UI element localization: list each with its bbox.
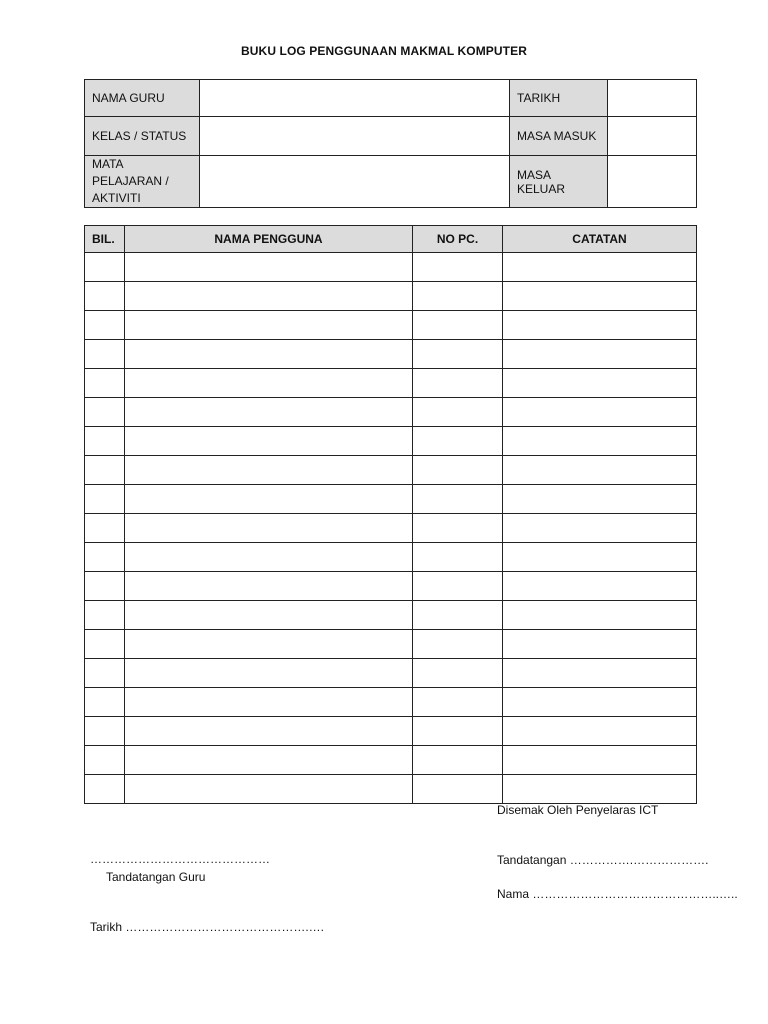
table-row bbox=[85, 572, 697, 601]
no-pc-cell[interactable] bbox=[413, 601, 503, 630]
catatan-cell[interactable] bbox=[503, 340, 697, 369]
table-row bbox=[85, 369, 697, 398]
tandatangan-field[interactable]: Tandatangan …………….………………. bbox=[497, 853, 709, 867]
log-body bbox=[85, 253, 697, 804]
bil-cell[interactable] bbox=[85, 746, 125, 775]
mata-pelajaran-label bbox=[85, 156, 200, 208]
table-row bbox=[85, 659, 697, 688]
nama-field[interactable]: Nama ………………………………………..….. bbox=[497, 887, 738, 901]
no-pc-cell[interactable] bbox=[413, 456, 503, 485]
nama-pengguna-cell[interactable] bbox=[125, 369, 413, 398]
bil-cell[interactable] bbox=[85, 717, 125, 746]
table-row bbox=[85, 340, 697, 369]
bil-cell[interactable] bbox=[85, 630, 125, 659]
catatan-cell[interactable] bbox=[503, 630, 697, 659]
table-row bbox=[85, 514, 697, 543]
nama-pengguna-cell[interactable] bbox=[125, 514, 413, 543]
nama-pengguna-cell[interactable] bbox=[125, 340, 413, 369]
catatan-cell[interactable] bbox=[503, 456, 697, 485]
nama-pengguna-cell[interactable] bbox=[125, 282, 413, 311]
no-pc-cell[interactable] bbox=[413, 514, 503, 543]
nama-pengguna-cell[interactable] bbox=[125, 746, 413, 775]
catatan-cell[interactable] bbox=[503, 398, 697, 427]
catatan-cell[interactable] bbox=[503, 717, 697, 746]
teacher-info-table bbox=[84, 79, 697, 208]
nama-pengguna-cell[interactable] bbox=[125, 253, 413, 282]
mata-pelajaran-field[interactable] bbox=[200, 156, 510, 208]
masa-masuk-label: MASA MASUK bbox=[510, 117, 608, 156]
no-pc-cell[interactable] bbox=[413, 775, 503, 804]
no-pc-cell[interactable] bbox=[413, 572, 503, 601]
no-pc-cell[interactable] bbox=[413, 659, 503, 688]
table-row bbox=[85, 746, 697, 775]
catatan-cell[interactable] bbox=[503, 659, 697, 688]
header-no-pc: NO PC. bbox=[413, 226, 503, 253]
catatan-cell[interactable] bbox=[503, 485, 697, 514]
catatan-cell[interactable] bbox=[503, 514, 697, 543]
nama-guru-field[interactable] bbox=[200, 80, 510, 117]
masa-masuk-field[interactable] bbox=[608, 117, 697, 156]
no-pc-cell[interactable] bbox=[413, 253, 503, 282]
no-pc-cell[interactable] bbox=[413, 398, 503, 427]
bil-cell[interactable] bbox=[85, 514, 125, 543]
table-row bbox=[85, 543, 697, 572]
tarikh-label: TARIKH bbox=[510, 80, 608, 117]
bil-cell[interactable] bbox=[85, 572, 125, 601]
nama-pengguna-cell[interactable] bbox=[125, 688, 413, 717]
catatan-cell[interactable] bbox=[503, 775, 697, 804]
nama-pengguna-cell[interactable] bbox=[125, 311, 413, 340]
no-pc-cell[interactable] bbox=[413, 717, 503, 746]
no-pc-cell[interactable] bbox=[413, 340, 503, 369]
catatan-cell[interactable] bbox=[503, 543, 697, 572]
bil-cell[interactable] bbox=[85, 398, 125, 427]
guru-signature-label: Tandatangan Guru bbox=[106, 870, 206, 884]
tarikh-field-footer[interactable]: Tarikh ……………………………………….…. bbox=[90, 920, 325, 934]
no-pc-cell[interactable] bbox=[413, 485, 503, 514]
catatan-cell[interactable] bbox=[503, 253, 697, 282]
header-catatan: CATATAN bbox=[503, 226, 697, 253]
masa-keluar-label: MASA KELUAR bbox=[510, 156, 608, 208]
bil-cell[interactable] bbox=[85, 659, 125, 688]
bil-cell[interactable] bbox=[85, 688, 125, 717]
table-row bbox=[85, 398, 697, 427]
guru-signature-line[interactable]: ……………………………………… bbox=[90, 852, 270, 866]
nama-guru-label: NAMA GURU bbox=[85, 80, 200, 117]
bil-cell[interactable] bbox=[85, 340, 125, 369]
no-pc-cell[interactable] bbox=[413, 543, 503, 572]
no-pc-cell[interactable] bbox=[413, 630, 503, 659]
nama-pengguna-cell[interactable] bbox=[125, 572, 413, 601]
catatan-cell[interactable] bbox=[503, 311, 697, 340]
disemak-label: Disemak Oleh Penyelaras ICT bbox=[497, 803, 659, 817]
no-pc-cell[interactable] bbox=[413, 427, 503, 456]
no-pc-cell[interactable] bbox=[413, 688, 503, 717]
no-pc-cell[interactable] bbox=[413, 282, 503, 311]
nama-pengguna-cell[interactable] bbox=[125, 427, 413, 456]
mata-label-line-2: PELAJARAN / bbox=[92, 174, 169, 188]
bil-cell[interactable] bbox=[85, 456, 125, 485]
table-row bbox=[85, 427, 697, 456]
table-row bbox=[85, 717, 697, 746]
catatan-cell[interactable] bbox=[503, 601, 697, 630]
bil-cell[interactable] bbox=[85, 282, 125, 311]
catatan-cell[interactable] bbox=[503, 572, 697, 601]
bil-cell[interactable] bbox=[85, 369, 125, 398]
table-row bbox=[85, 282, 697, 311]
bil-cell[interactable] bbox=[85, 311, 125, 340]
nama-pengguna-cell[interactable] bbox=[125, 630, 413, 659]
header-nama-pengguna: NAMA PENGGUNA bbox=[125, 226, 413, 253]
bil-cell[interactable] bbox=[85, 543, 125, 572]
nama-pengguna-cell[interactable] bbox=[125, 659, 413, 688]
catatan-cell[interactable] bbox=[503, 746, 697, 775]
nama-pengguna-cell[interactable] bbox=[125, 485, 413, 514]
no-pc-cell[interactable] bbox=[413, 746, 503, 775]
kelas-status-label: KELAS / STATUS bbox=[85, 117, 200, 156]
catatan-cell[interactable] bbox=[503, 427, 697, 456]
nama-pengguna-cell[interactable] bbox=[125, 717, 413, 746]
masa-keluar-field[interactable] bbox=[608, 156, 697, 208]
no-pc-cell[interactable] bbox=[413, 369, 503, 398]
table-row bbox=[85, 630, 697, 659]
bil-cell[interactable] bbox=[85, 253, 125, 282]
table-row bbox=[85, 601, 697, 630]
nama-pengguna-cell[interactable] bbox=[125, 456, 413, 485]
bil-cell[interactable] bbox=[85, 775, 125, 804]
tarikh-field[interactable] bbox=[608, 80, 697, 117]
nama-pengguna-cell[interactable] bbox=[125, 398, 413, 427]
nama-pengguna-cell[interactable] bbox=[125, 543, 413, 572]
kelas-status-field[interactable] bbox=[200, 117, 510, 156]
page-title: BUKU LOG PENGGUNAAN MAKMAL KOMPUTER bbox=[241, 44, 527, 58]
header-bil: BIL. bbox=[85, 226, 125, 253]
table-row bbox=[85, 253, 697, 282]
no-pc-cell[interactable] bbox=[413, 311, 503, 340]
table-row bbox=[85, 688, 697, 717]
catatan-cell[interactable] bbox=[503, 282, 697, 311]
nama-pengguna-cell[interactable] bbox=[125, 775, 413, 804]
table-row bbox=[85, 311, 697, 340]
catatan-cell[interactable] bbox=[503, 369, 697, 398]
mata-label-line-1: MATA bbox=[92, 157, 124, 171]
table-row bbox=[85, 456, 697, 485]
catatan-cell[interactable] bbox=[503, 688, 697, 717]
table-row bbox=[85, 485, 697, 514]
mata-label-line-3: AKTIVITI bbox=[92, 191, 141, 205]
nama-pengguna-cell[interactable] bbox=[125, 601, 413, 630]
user-log-table bbox=[84, 225, 697, 804]
bil-cell[interactable] bbox=[85, 485, 125, 514]
bil-cell[interactable] bbox=[85, 427, 125, 456]
table-row bbox=[85, 775, 697, 804]
bil-cell[interactable] bbox=[85, 601, 125, 630]
